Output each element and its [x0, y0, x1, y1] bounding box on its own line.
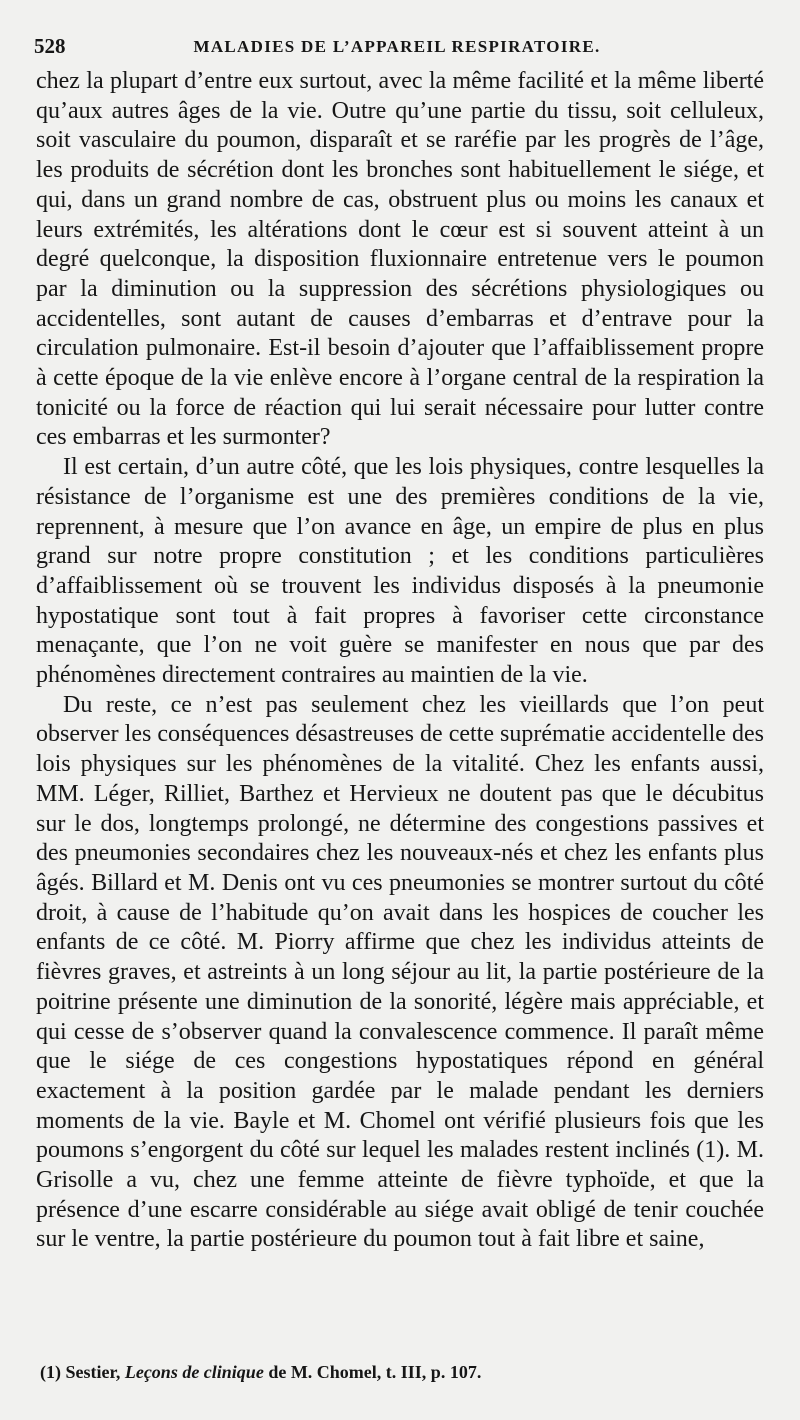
- paragraph: Il est certain, d’un autre côté, que les lois physiques, contre lesquelles la résistance de l’organisme est une des premières conditions de la vie, reprennent, à mesure que l’on avance en âge, un empire de plus en plus grand sur notre propre constitution ; et les conditions particulières d’affaiblissement où se trouvent les individus disposés à la pneumonie hypostatique sont tout à fait propres à favoriser cette circonstance menaçante, que l’on ne voit guère se manifester en nous que par des phénomènes directement contraires au maintien de la vie.: [36, 454, 764, 689]
- running-title: MALADIES DE L’APPAREIL RESPIRATOIRE.: [193, 37, 601, 56]
- footnote-reference: de M. Chomel, t. III, p. 107.: [268, 1362, 482, 1382]
- page-number: 528: [34, 34, 66, 58]
- footnote-author: Sestier,: [65, 1362, 121, 1382]
- paragraph-continued: chez la plupart d’entre eux surtout, avec la même facilité et la même liberté qu’aux autres âges de la vie. Outre qu’une partie du tissu, soit celluleux, soit vasculaire du poumon, disparaît et se raréfie par les progrès de l’âge, les produits de sécrétion dont les bronches sont habituellement le siége, et qui, dans un grand nombre de cas, obstruent plus ou moins les canaux et leurs extrémités, les altérations dont le cœur est si souvent atteint à un degré quelconque, la disposition fluxionnaire entretenue vers le poumon par la diminution ou la suppression des sécrétions physiologiques ou accidentelles, sont autant de causes d’embarras et d’entrave pour la circulation pulmonaire. Est-il besoin d’ajouter que l’affaiblissement propre à cette époque de la vie enlève encore à l’organe central de la respiration la tonicité ou la force de réaction qui lui serait nécessaire pour lutter contre ces embarras et les surmonter?: [36, 68, 764, 451]
- footnote: [40, 1360, 760, 1384]
- page-header: [34, 34, 760, 60]
- footnote-title: Leçons de clinique: [124, 1362, 264, 1382]
- footnote-marker: (1): [40, 1362, 61, 1382]
- body-text: [36, 67, 764, 1255]
- paragraph: Du reste, ce n’est pas seulement chez les vieillards que l’on peut observer les conséquences désastreuses de cette suprématie accidentelle des lois physiques sur les phénomènes de la vitalité. Chez les enfants aussi, MM. Léger, Rilliet, Barthez et Hervieux ne doutent pas que le décubitus sur le dos, longtemps prolongé, ne détermine des congestions passives et des pneumonies secondaires chez les nouveaux-nés et chez les enfants plus âgés. Billard et M. Denis ont vu ces pneumonies se montrer surtout du côté droit, à cause de l’habitude qu’on avait dans les hospices de coucher les enfants de ce côté. M. Piorry affirme que chez les individus atteints de fièvres graves, et astreints à un long séjour au lit, la partie postérieure de la poitrine présente une diminution de la sonorité, légère mais appréciable, et qui cesse de s’observer quand la convalescence commence. Il paraît même que le siége de ces congestions hypostatiques répond en général exactement à la position gardée par le malade pendant les derniers moments de la vie. Bayle et M. Chomel ont vérifié plusieurs fois que les poumons s’engorgent du côté sur lequel les malades restent inclinés (1). M. Grisolle a vu, chez une femme atteinte de fièvre typhoïde, et que la présence d’une escarre considérable au siége avait obligé de tenir couchée sur le ventre, la partie postérieure du poumon tout à fait libre et saine,: [36, 691, 764, 1253]
